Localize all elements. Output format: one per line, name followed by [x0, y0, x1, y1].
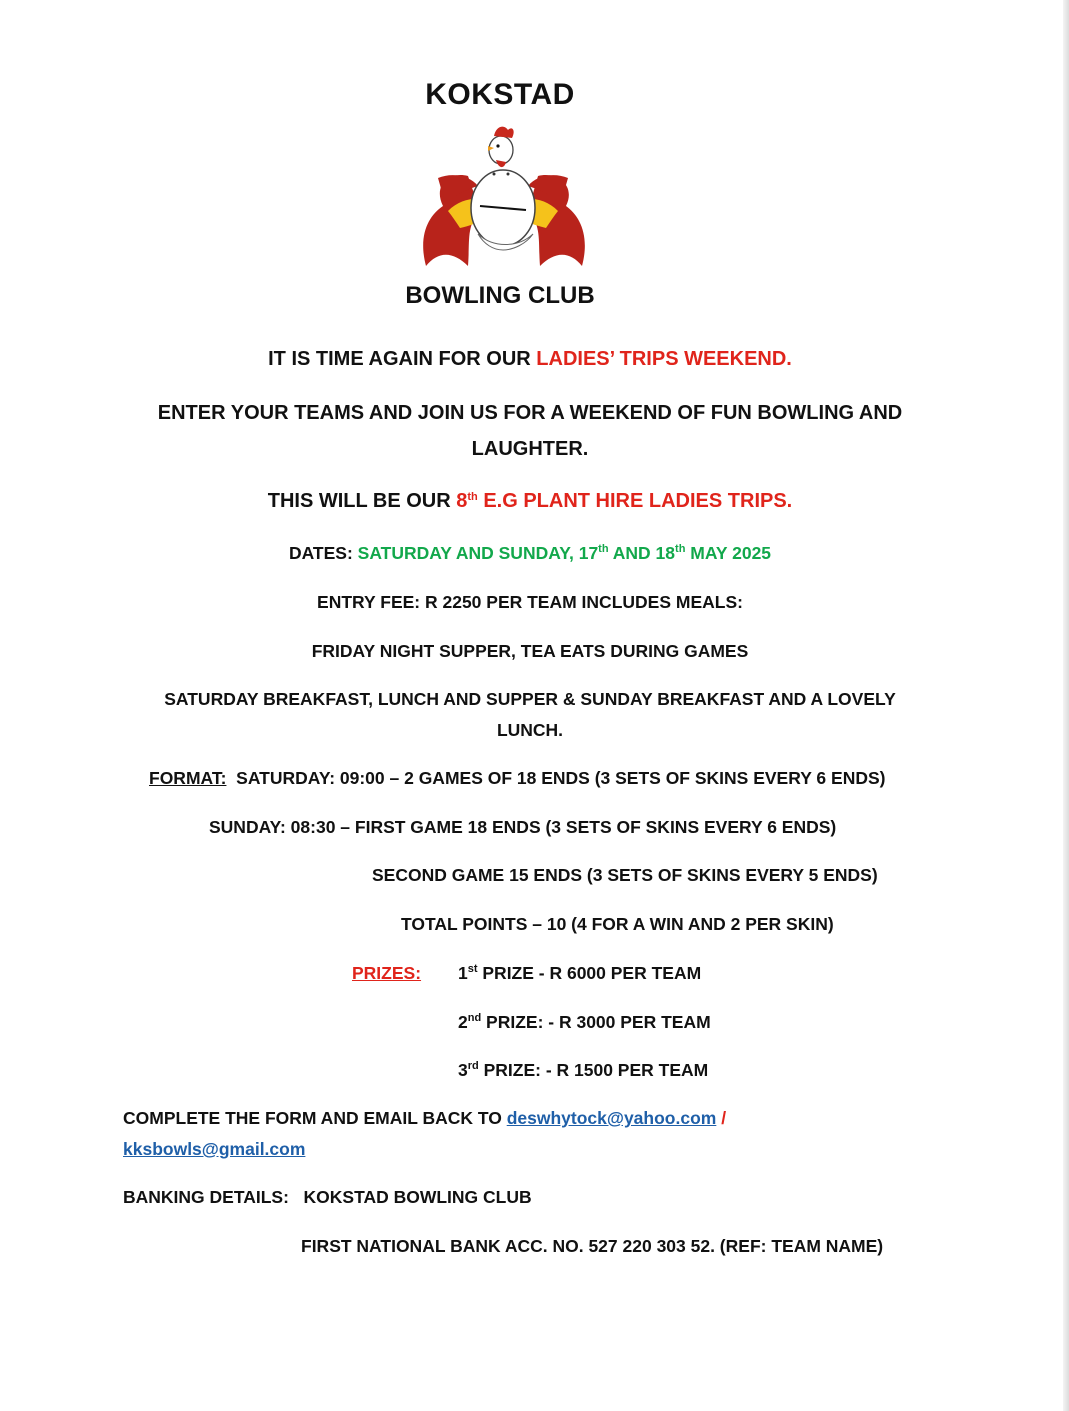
format-saturday: SATURDAY: 09:00 – 2 GAMES OF 18 ENDS (3 SETS OF SKINS EVERY 6 ENDS) [236, 768, 886, 788]
banking-name: KOKSTAD BOWLING CLUB [303, 1187, 532, 1207]
email-line-2 [123, 1139, 305, 1160]
logo-top-text: KOKSTAD [425, 78, 575, 111]
dates-label: DATES: [288, 543, 358, 563]
format-label: FORMAT: [149, 768, 227, 788]
banking-account: FIRST NATIONAL BANK ACC. NO. 527 220 303 52. (REF: TEAM NAME) [301, 1236, 884, 1256]
edition-number: 8th E.G PLANT HIRE LADIES TRIPS. [456, 490, 793, 512]
enter-line-2: LAUGHTER. [471, 438, 589, 460]
banking-line [123, 1187, 532, 1208]
meals-friday: FRIDAY NIGHT SUPPER, TEA EATS DURING GAMES [311, 641, 749, 661]
format-second-game: SECOND GAME 15 ENDS (3 SETS OF SKINS EVERY 5 ENDS) [372, 865, 878, 885]
dates-line [0, 543, 1060, 564]
prize-first: 1st PRIZE - R 6000 PER TEAM [458, 963, 702, 983]
intro-highlight: LADIES’ TRIPS WEEKEND. [536, 348, 792, 370]
email-link-gmail[interactable]: kksbowls@gmail.com [123, 1139, 306, 1159]
prizes-label: PRIZES: [352, 963, 422, 983]
contact-separator: / [716, 1108, 727, 1128]
prize-second: 2nd PRIZE: - R 3000 PER TEAM [458, 1012, 711, 1032]
enter-line-1: ENTER YOUR TEAMS AND JOIN US FOR A WEEKEND OF FUN BOWLING AND [157, 402, 903, 424]
meals-weekend-1: SATURDAY BREAKFAST, LUNCH AND SUPPER & SUNDAY BREAKFAST AND A LOVELY [164, 689, 896, 709]
edition-prefix: THIS WILL BE OUR [267, 490, 457, 512]
page-edge [1063, 0, 1069, 1411]
banking-label: BANKING DETAILS: [123, 1187, 289, 1207]
rooster-logo-icon [408, 116, 598, 276]
edition-line [0, 490, 1060, 513]
format-sunday: SUNDAY: 08:30 – FIRST GAME 18 ENDS (3 SETS OF SKINS EVERY 6 ENDS) [209, 817, 837, 837]
format-saturday-line [149, 768, 885, 789]
contact-prefix: COMPLETE THE FORM AND EMAIL BACK TO [123, 1108, 507, 1128]
intro-prefix: IT IS TIME AGAIN FOR OUR [268, 348, 537, 370]
email-link-yahoo[interactable]: deswhytock@yahoo.com [506, 1108, 717, 1128]
contact-line [123, 1108, 726, 1129]
entry-fee: ENTRY FEE: R 2250 PER TEAM INCLUDES MEALS: [317, 592, 743, 612]
meals-weekend-2: LUNCH. [496, 720, 564, 740]
prize-third: 3rd PRIZE: - R 1500 PER TEAM [458, 1060, 709, 1080]
dates-value: SATURDAY AND SUNDAY, 17th AND 18th MAY 2025 [357, 543, 772, 563]
logo-bottom-text: BOWLING CLUB [405, 282, 595, 309]
intro-line [0, 348, 1060, 371]
format-total-points: TOTAL POINTS – 10 (4 FOR A WIN AND 2 PER SKIN) [401, 914, 834, 934]
